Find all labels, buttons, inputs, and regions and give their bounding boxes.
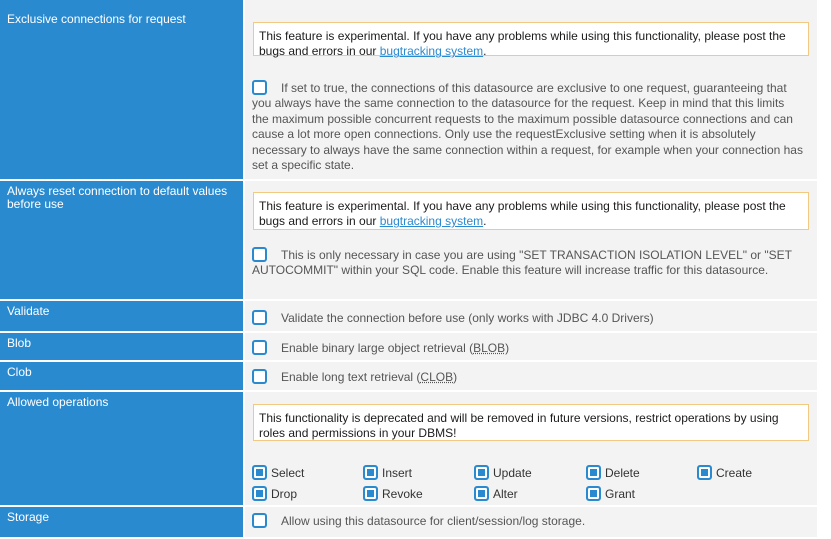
row-label: Exclusive connections for request [0, 9, 243, 181]
row-clob: Clob Enable long text retrieval (CLOB) [0, 362, 817, 392]
experimental-warning: This feature is experimental. If you have any problems while using this functionality, please post the bugs and errors in our bugtracking system. [253, 22, 809, 56]
validate-text: Validate the connection before use (only works with JDBC 4.0 Drivers) [281, 311, 654, 325]
blob-checkbox[interactable] [252, 340, 267, 355]
row-label: Always reset connection to default values before use [0, 181, 243, 301]
storage-checkbox[interactable] [252, 513, 267, 528]
op-update[interactable]: Update [474, 465, 532, 480]
op-drop[interactable]: Drop [252, 486, 297, 501]
op-delete[interactable]: Delete [586, 465, 640, 480]
row-label: Blob [0, 333, 243, 362]
clob-abbreviation: CLOB [420, 370, 454, 384]
row-label: Validate [0, 301, 243, 333]
update-checkbox[interactable] [474, 465, 489, 480]
insert-checkbox[interactable] [363, 465, 378, 480]
create-checkbox[interactable] [697, 465, 712, 480]
alter-checkbox[interactable] [474, 486, 489, 501]
row-allowed-operations [0, 392, 817, 507]
delete-checkbox[interactable] [586, 465, 601, 480]
reset-connection-description: This is only necessary in case you are using "SET TRANSACTION ISOLATION LEVEL" or "SET AUTOCOMMIT" within your SQL code. Enable this feature will increase traffic for this datasource. [252, 248, 792, 278]
deprecation-warning: This functionality is deprecated and will be removed in future versions, restrict operations by using roles and permissions in your DBMS! [253, 404, 809, 441]
blob-abbreviation: BLOB [473, 341, 506, 355]
op-grant[interactable]: Grant [586, 486, 635, 501]
op-create[interactable]: Create [697, 465, 752, 480]
revoke-checkbox[interactable] [363, 486, 378, 501]
exclusive-connections-description: If set to true, the connections of this datasource are exclusive to one request, guaranteeing that you always have the same connection to the datasource for the request. Keep in mind that this limits the maximum possible concurrent requests to the maximum possible datasource connections and can cause a lot more open connections. Only use the requestExclusive setting when it is absolutely necessary to always have the same connection within a request, for example when your connection has set a specific state. [252, 81, 803, 173]
previous-row-end [0, 0, 817, 9]
row-label: Allowed operations [0, 392, 243, 507]
op-select[interactable]: Select [252, 465, 304, 480]
clob-checkbox[interactable] [252, 369, 267, 384]
drop-checkbox[interactable] [252, 486, 267, 501]
row-blob: Blob Enable binary large object retrieval (BLOB) [0, 333, 817, 362]
row-storage [0, 507, 817, 537]
reset-connection-checkbox[interactable] [252, 247, 267, 262]
row-exclusive-connections [0, 9, 817, 181]
bugtracking-link[interactable]: bugtracking system [379, 214, 484, 228]
op-insert[interactable]: Insert [363, 465, 412, 480]
bugtracking-link[interactable]: bugtracking system [379, 44, 484, 58]
validate-checkbox[interactable] [252, 310, 267, 325]
op-revoke[interactable]: Revoke [363, 486, 423, 501]
select-checkbox[interactable] [252, 465, 267, 480]
row-validate [0, 301, 817, 333]
grant-checkbox[interactable] [586, 486, 601, 501]
op-alter[interactable]: Alter [474, 486, 518, 501]
row-label: Storage [0, 507, 243, 537]
row-label: Clob [0, 362, 243, 392]
row-reset-connection [0, 181, 817, 301]
storage-text: Allow using this datasource for client/session/log storage. [281, 514, 586, 528]
experimental-warning: This feature is experimental. If you have any problems while using this functionality, please post the bugs and errors in our bugtracking system. [253, 192, 809, 230]
exclusive-connections-checkbox[interactable] [252, 80, 267, 95]
